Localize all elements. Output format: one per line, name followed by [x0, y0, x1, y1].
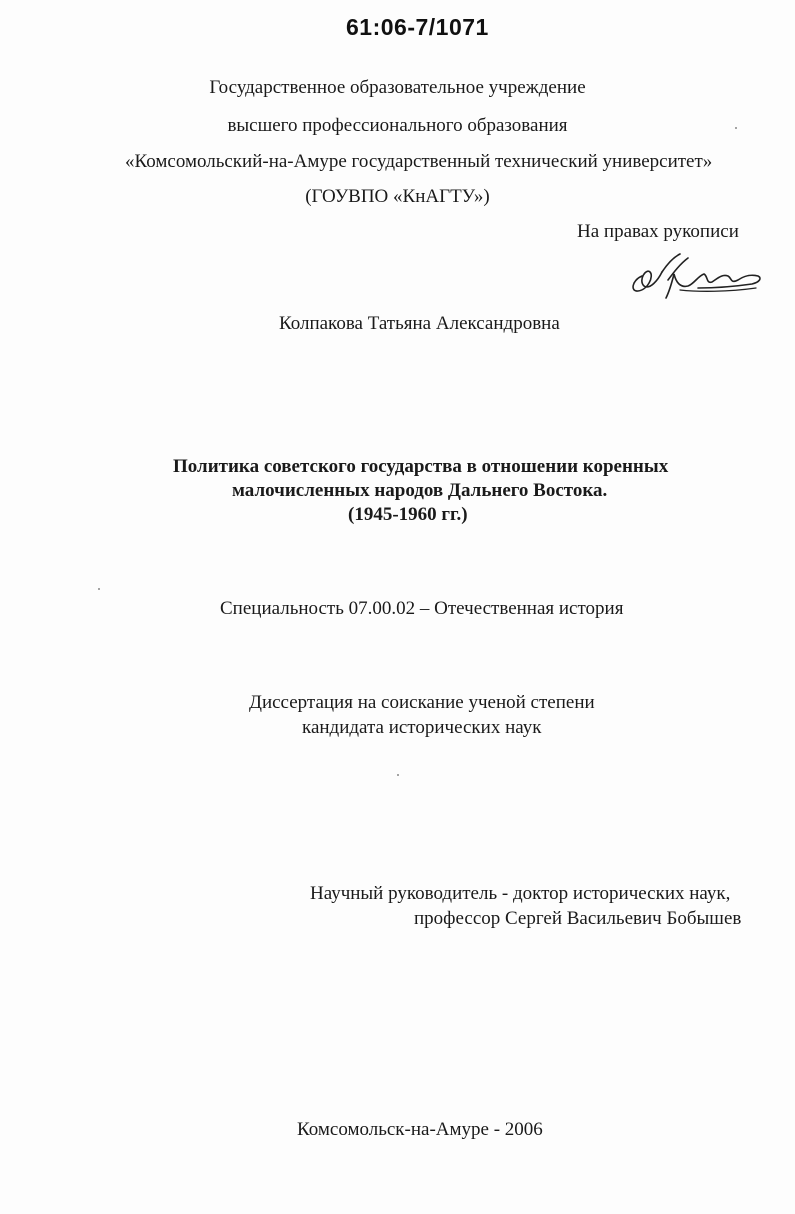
scan-speck — [98, 588, 100, 590]
author-name: Колпакова Татьяна Александровна — [279, 313, 560, 334]
manuscript-rights-note: На правах рукописи — [577, 221, 739, 242]
scan-speck — [735, 127, 737, 129]
degree-line-1: Диссертация на соискание ученой степени — [249, 692, 595, 713]
thesis-title-years: (1945-1960 гг.) — [348, 504, 468, 525]
thesis-title-line-2: малочисленных народов Дальнего Востока. — [232, 480, 608, 501]
institution-line-2: высшего профессионального образования — [227, 115, 568, 136]
degree-line-2: кандидата исторических наук — [302, 717, 542, 738]
signature-icon — [628, 246, 764, 302]
archive-code: 61:06-7/1071 — [346, 14, 489, 40]
place-and-year: Комсомольск-на-Амуре - 2006 — [297, 1119, 543, 1140]
advisor-line-1: Научный руководитель - доктор исторических наук, — [310, 883, 731, 904]
scan-speck — [397, 774, 399, 776]
specialty: Специальность 07.00.02 – Отечественная история — [220, 598, 624, 619]
institution-line-3: «Комсомольский-на-Амуре государственный технический университет» — [125, 151, 713, 172]
institution-abbreviation: (ГОУВПО «КнАГТУ») — [305, 186, 490, 207]
thesis-title-line-1: Политика советского государства в отношении коренных — [173, 456, 669, 477]
advisor-line-2: профессор Сергей Васильевич Бобышев — [414, 908, 742, 929]
institution-line-1: Государственное образовательное учреждение — [209, 77, 586, 98]
